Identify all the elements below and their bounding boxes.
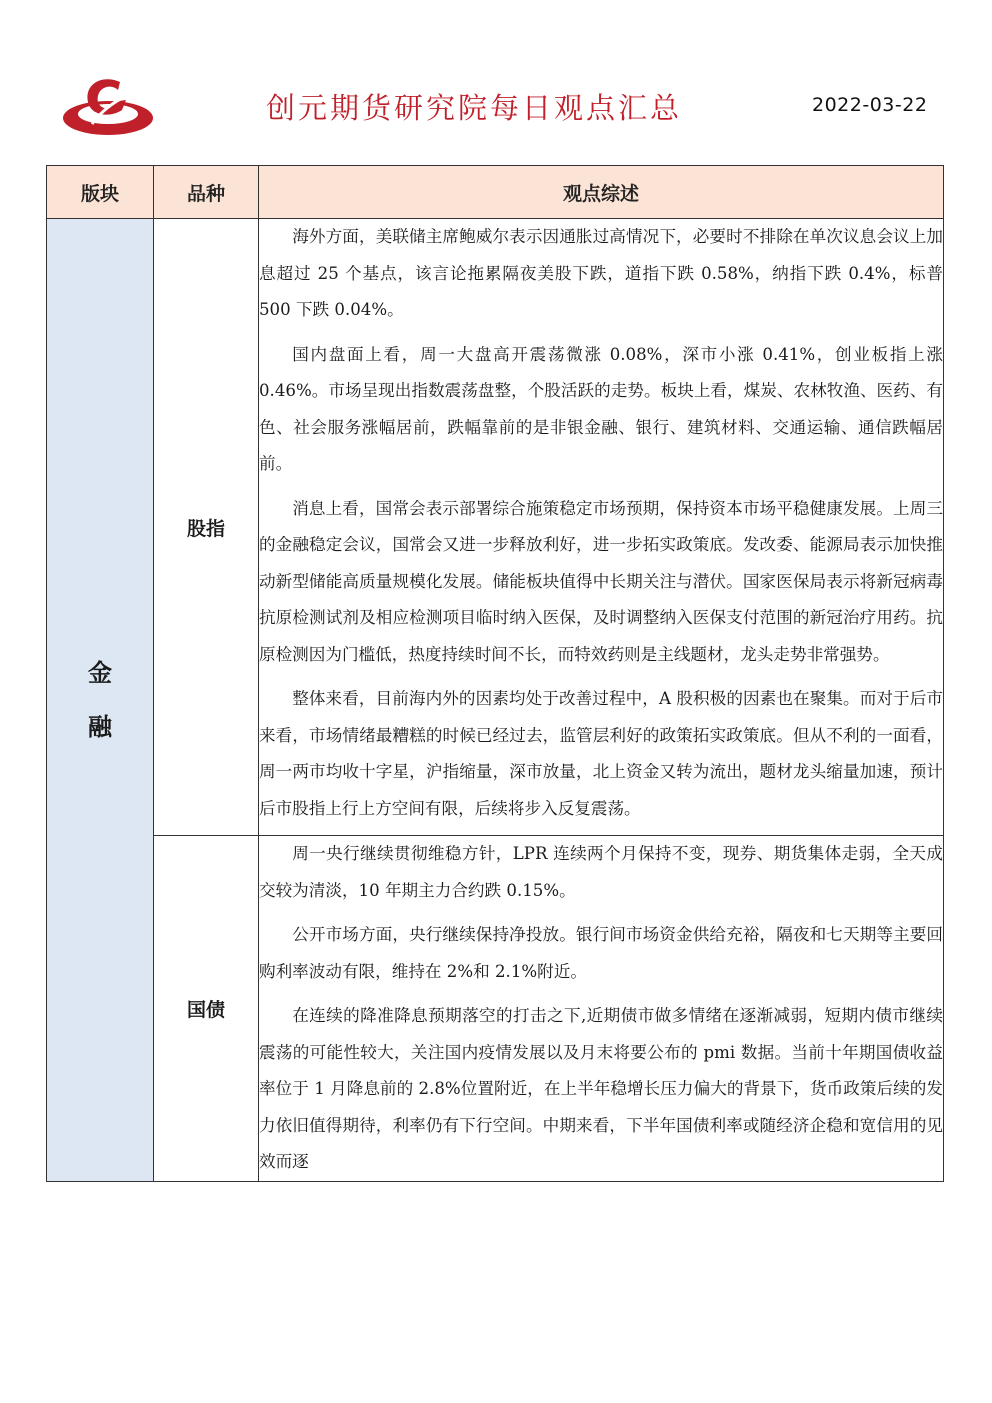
- company-logo-icon: [62, 72, 154, 138]
- table-header-row: [47, 166, 944, 219]
- variety-treasury-bond: 国债: [154, 836, 259, 1182]
- report-date: 2022-03-22: [812, 94, 928, 116]
- paragraph: 整体来看，目前海内外的因素均处于改善过程中，A 股积极的因素也在聚集。而对于后市来看，市场情绪最糟糕的时候已经过去，监管层利好的政策拓实政策底。但从不利的一面看，周一两市均收十字星，沪指缩量，深市放量，北上资金又转为流出，题材龙头缩量加速，预计后市股指上行上方空间有限，后续将步入反复震荡。: [259, 689, 943, 818]
- paragraph: 周一央行继续贯彻维稳方针，LPR 连续两个月保持不变，现券、期货集体走弱，全天成交较为清淡，10 年期主力合约跌 0.15%。: [259, 844, 943, 900]
- page-title: 创元期货研究院每日观点汇总: [266, 91, 683, 125]
- summary-treasury-bond: [259, 836, 944, 1182]
- table-row: [47, 836, 944, 1182]
- viewpoint-table: [46, 165, 944, 1182]
- paragraph: 在连续的降准降息预期落空的打击之下,近期债市做多情绪在逐渐减弱，短期内债市继续震荡的可能性较大，关注国内疫情发展以及月末将要公布的 pmi 数据。当前十年期国债收益率位于 1 月降息前的 2.8%位置附近，在上半年稳增长压力偏大的背景下，货币政策后续的发力依旧值得期待，利率仍有下行空间。中期来看，下半年国债利率或随经济企稳和宽信用的见效而逐: [259, 1006, 943, 1171]
- sector-char-1: 金: [88, 659, 112, 687]
- variety-stock-index: 股指: [154, 219, 259, 836]
- paragraph: 国内盘面上看，周一大盘高开震荡微涨 0.08%，深市小涨 0.41%，创业板指上涨 0.46%。市场呈现出指数震荡盘整，个股活跃的走势。板块上看，煤炭、农林牧渔、医药、有色、社会服务涨幅居前，跌幅靠前的是非银金融、银行、建筑材料、交通运输、通信跌幅居前。: [259, 344, 943, 473]
- paragraph: 海外方面，美联储主席鲍威尔表示因通胀过高情况下，必要时不排除在单次议息会议上加息超过 25 个基点，该言论拖累隔夜美股下跌，道指下跌 0.58%，纳指下跌 0.4%，标普 500 下跌 0.04%。: [259, 227, 943, 319]
- table-row: [47, 219, 944, 836]
- page-header: [0, 0, 992, 160]
- sector-label: [47, 646, 153, 754]
- column-header-sector: 版块: [47, 166, 154, 219]
- paragraph: 消息上看，国常会表示部署综合施策稳定市场预期，保持资本市场平稳健康发展。上周三的金融稳定会议，国常会又进一步释放利好，进一步拓实政策底。发改委、能源局表示加快推动新型储能高质量规模化发展。储能板块值得中长期关注与潜伏。国家医保局表示将新冠病毒抗原检测试剂及相应检测项目临时纳入医保，及时调整纳入医保支付范围的新冠治疗用药。抗原检测因为门槛低，热度持续时间不长，而特效药则是主线题材，龙头走势非常强势。: [259, 498, 943, 664]
- sector-cell: [47, 219, 154, 1182]
- sector-char-2: 融: [88, 713, 112, 741]
- summary-stock-index: [259, 219, 944, 836]
- summary-clip: [259, 836, 943, 1181]
- column-header-variety: 品种: [154, 166, 259, 219]
- paragraph: 公开市场方面，央行继续保持净投放。银行间市场资金供给充裕，隔夜和七天期等主要回购利率波动有限，维持在 2%和 2.1%附近。: [259, 925, 943, 981]
- column-header-summary: 观点综述: [259, 166, 944, 219]
